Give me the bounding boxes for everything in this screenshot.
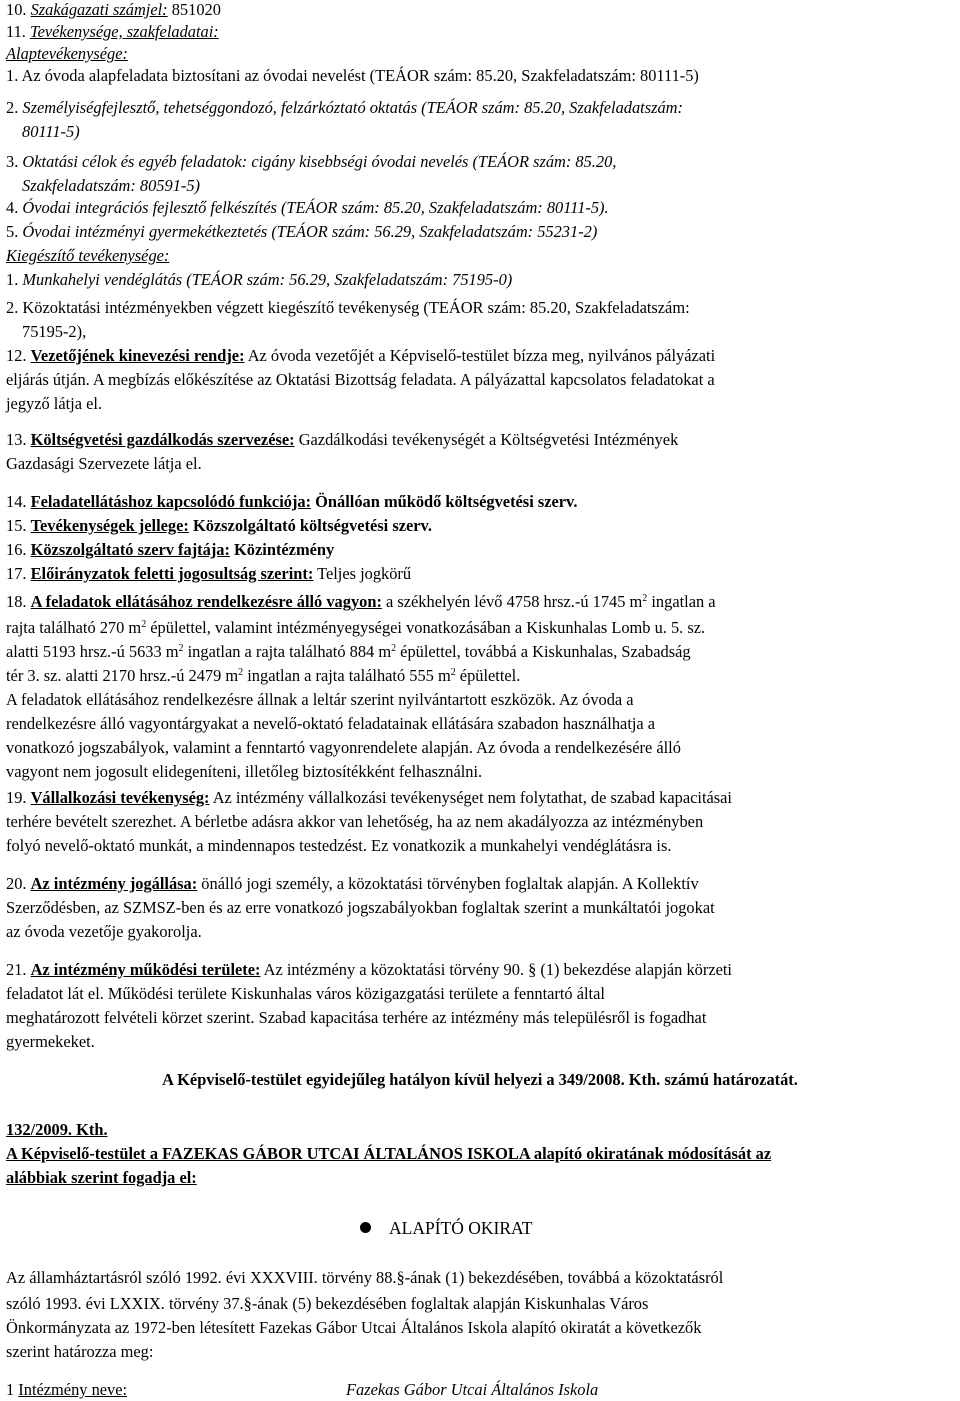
section-text: A feladatok ellátásához rendelkezésre állnak a leltár szerint nyilvántartott eszközök. Az óvoda a [6,690,634,709]
section-15 [6,516,432,536]
section-text: rajta található 270 m [6,618,142,637]
core-activity-heading: Alaptevékenysége: [6,44,128,63]
section-label: Költségvetési gazdálkodás szervezése: [30,430,295,449]
resolution-title: alábbiak szerint fogadja el: [6,1168,197,1187]
item-text: Óvodai intézményi gyermekétkeztetés (TEÁOR szám: 56.29, Szakfeladatszám: 55231-2) [22,222,598,241]
section-text: ingatlan a rajta található 884 m [183,642,392,661]
field-value: Fazekas Gábor Utcai Általános Iskola [346,1380,599,1399]
institution-name-row [6,1380,942,1400]
section-20 [6,874,699,894]
section-label: Tevékenysége, szakfeladatai: [29,22,219,41]
section-label: Vállalkozási tevékenység: [30,788,210,807]
core-item-3 [6,152,616,172]
section-14 [6,492,577,512]
section-number: 13. [6,430,31,449]
item-number: 2. [6,98,19,117]
section-number: 19. [6,788,31,807]
section-18-line-3 [6,642,691,662]
section-text: Az intézmény a közoktatási törvény 90. § (1) bekezdése alapján körzeti [260,960,732,979]
section-value: 851020 [167,0,221,19]
section-11 [6,22,219,42]
section-label: Vezetőjének kinevezési rendje: [30,346,245,365]
supplementary-heading: Kiegészítő tevékenysége: [6,246,170,265]
supp-item-1 [6,270,512,290]
section-12 [6,346,715,366]
section-text: Szerződésben, az SZMSZ-ben és az erre vonatkozó jogszabályokban foglaltak szerint a munkáltatói jogokat [6,898,715,917]
section-label: Előirányzatok feletti jogosultság szerint: [30,564,314,583]
section-number: 21. [6,960,31,979]
item-continuation: 75195-2), [22,322,87,341]
section-text: épülettel, valamint intézményegységei vonatkozásában a Kiskunhalas Lomb u. 5. sz. [146,618,706,637]
section-text: ingatlan a [647,592,716,611]
resolution-title: A Képviselő-testület a FAZEKAS GÁBOR UTCAI ÁLTALÁNOS ISKOLA alapító okiratának módosítását az [6,1144,772,1163]
section-number: 17. [6,564,31,583]
item-text: Közoktatási intézményekben végzett kiegészítő tevékenység (TEÁOR szám: 85.20, Szakfeladatszám: [22,298,690,317]
bullet-icon [360,1222,371,1233]
section-label: Az intézmény jogállása: [30,874,198,893]
item-number: 4. [6,198,19,217]
section-text: Gazdálkodási tevékenységét a Költségvetési Intézmények [294,430,679,449]
section-19 [6,788,732,808]
intro-text: szerint határozza meg: [6,1342,154,1361]
section-label: A feladatok ellátásához rendelkezésre álló vagyon: [30,592,382,611]
section-text: Gazdasági Szervezete látja el. [6,454,202,473]
section-text: rendelkezésre álló vagyontárgyakat a nevelő-oktató feladatainak ellátására szabadon használhatja a [6,714,656,733]
section-number: 11. [6,22,30,41]
core-item-5 [6,222,597,242]
item-number: 1 [6,1380,19,1399]
heading-text: ALAPÍTÓ OKIRAT [389,1218,533,1238]
core-item-1 [6,66,699,86]
intro-text: szóló 1993. évi LXXIX. törvény 37.§-ának (5) bekezdésében foglaltak alapján Kiskunhalas Város [6,1294,649,1313]
item-continuation: Szakfeladatszám: 80591-5) [22,176,201,195]
section-text: tér 3. sz. alatti 2170 hrsz.-ú 2479 m [6,666,239,685]
section-text: a székhelyén lévő 4758 hrsz.-ú 1745 m [381,592,643,611]
section-18-line-4 [6,666,520,686]
item-text: Az óvoda alapfeladata biztosítani az óvodai nevelést (TEÁOR szám: 85.20, Szakfeladatszám: 80111-5) [21,66,699,85]
section-text: Az intézmény vállalkozási tevékenységet nem folytathat, de szabad kapacitásai [209,788,732,807]
section-label: Tevékenységek jellege: [30,516,189,535]
section-10 [6,0,221,20]
section-text: gyermekeket. [6,1032,95,1051]
resolution-number: 132/2009. Kth. [6,1120,108,1139]
item-text: Személyiségfejlesztő, tehetséggondozó, felzárkóztató oktatás (TEÁOR szám: 85.20, Szakfeladatszám: [22,98,683,117]
section-number: 16. [6,540,31,559]
section-value: Önállóan működő költségvetési szerv. [311,492,578,511]
section-number: 14. [6,492,31,511]
superscript: 2 [178,643,184,654]
core-item-2 [6,98,683,118]
section-text: önálló jogi személy, a közoktatási törvényben foglaltak alapján. A Kollektív [197,874,699,893]
item-continuation: 80111-5) [22,122,80,141]
section-number: 20. [6,874,31,893]
section-text: épülettel, továbbá a Kiskunhalas, Szabadság [396,642,691,661]
section-18 [6,592,716,612]
item-number: 5. [6,222,19,241]
section-text: Az óvoda vezetőjét a Képviselő-testület bízza meg, nyilvános pályázati [244,346,716,365]
section-text: folyó nevelő-oktató munkát, a mindennapos testedzést. Ez vonatkozik a munkahelyi vendéglátásra is. [6,836,672,855]
section-value: Közszolgáltató költségvetési szerv. [188,516,432,535]
section-text: meghatározott felvételi körzet szerint. Szabad kapacitása terhére az intézmény más településről is fogadhat [6,1008,707,1027]
section-16 [6,540,334,560]
superscript: 2 [238,667,244,678]
section-text: ingatlan a rajta található 555 m [243,666,451,685]
section-18-line-2 [6,618,705,638]
item-number: 1. [6,270,19,289]
section-label: Szakágazati számjel: [30,0,168,19]
intro-text: Önkormányzata az 1972-ben létesített Fazekas Gábor Utcai Általános Iskola alapító okiratát a következők [6,1318,702,1337]
section-text: vonatkozó jogszabályok, valamint a fenntartó vagyonrendelete alapján. Az óvoda a rendelkezésére álló [6,738,681,757]
section-value: Közintézmény [229,540,335,559]
section-text: eljárás útján. A megbízás előkészítése az Oktatási Bizottság feladata. A pályázattal kapcsolatos feladatokat a [6,370,715,389]
section-text: feladatot lát el. Működési területe Kiskunhalas város közigazgatási területe a fenntartó által [6,984,605,1003]
document-heading [360,1218,532,1238]
section-17 [6,564,411,584]
superscript: 2 [391,643,397,654]
section-text: az óvoda vezetője gyakorolja. [6,922,202,941]
core-item-4 [6,198,609,218]
section-label: Az intézmény működési területe: [30,960,261,979]
section-text: alatti 5193 hrsz.-ú 5633 m [6,642,179,661]
section-text: épülettel. [455,666,521,685]
section-number: 15. [6,516,31,535]
revocation-notice: A Képviselő-testület egyidejűleg hatályon kívül helyezi a 349/2008. Kth. számú határozatát. [162,1070,798,1089]
section-label: Feladatellátáshoz kapcsolódó funkciója: [30,492,312,511]
section-text: jegyző látja el. [6,394,103,413]
section-number: 18. [6,592,31,611]
field-label: Intézmény neve: [18,1380,128,1399]
item-number: 3. [6,152,19,171]
section-text: vagyont nem jogosult elidegeníteni, illetőleg biztosítékként felhasználni. [6,762,483,781]
item-text: Óvodai integrációs fejlesztő felkészítés (TEÁOR szám: 85.20, Szakfeladatszám: 80111-5). [22,198,609,217]
superscript: 2 [141,619,147,630]
section-number: 10. [6,0,31,19]
section-21 [6,960,732,980]
item-text: Oktatási célok és egyéb feladatok: cigány kisebbségi óvodai nevelés (TEÁOR szám: 85.20, [22,152,617,171]
section-number: 12. [6,346,31,365]
supp-item-2 [6,298,690,318]
item-text: Munkahelyi vendéglátás (TEÁOR szám: 56.29, Szakfeladatszám: 75195-0) [22,270,513,289]
section-value: Teljes jogkörű [313,564,412,583]
section-text: terhére bevételt szerezhet. A bérletbe adásra akkor van lehetőség, ha az nem akadályozza az intézményben [6,812,704,831]
superscript: 2 [450,667,456,678]
section-13 [6,430,678,450]
intro-text: Az államháztartásról szóló 1992. évi XXXVIII. törvény 88.§-ának (1) bekezdésében, továbbá a közoktatásról [6,1268,724,1287]
item-number: 1. [6,66,19,85]
superscript: 2 [642,593,648,604]
item-number: 2. [6,298,19,317]
section-label: Közszolgáltató szerv fajtája: [30,540,230,559]
